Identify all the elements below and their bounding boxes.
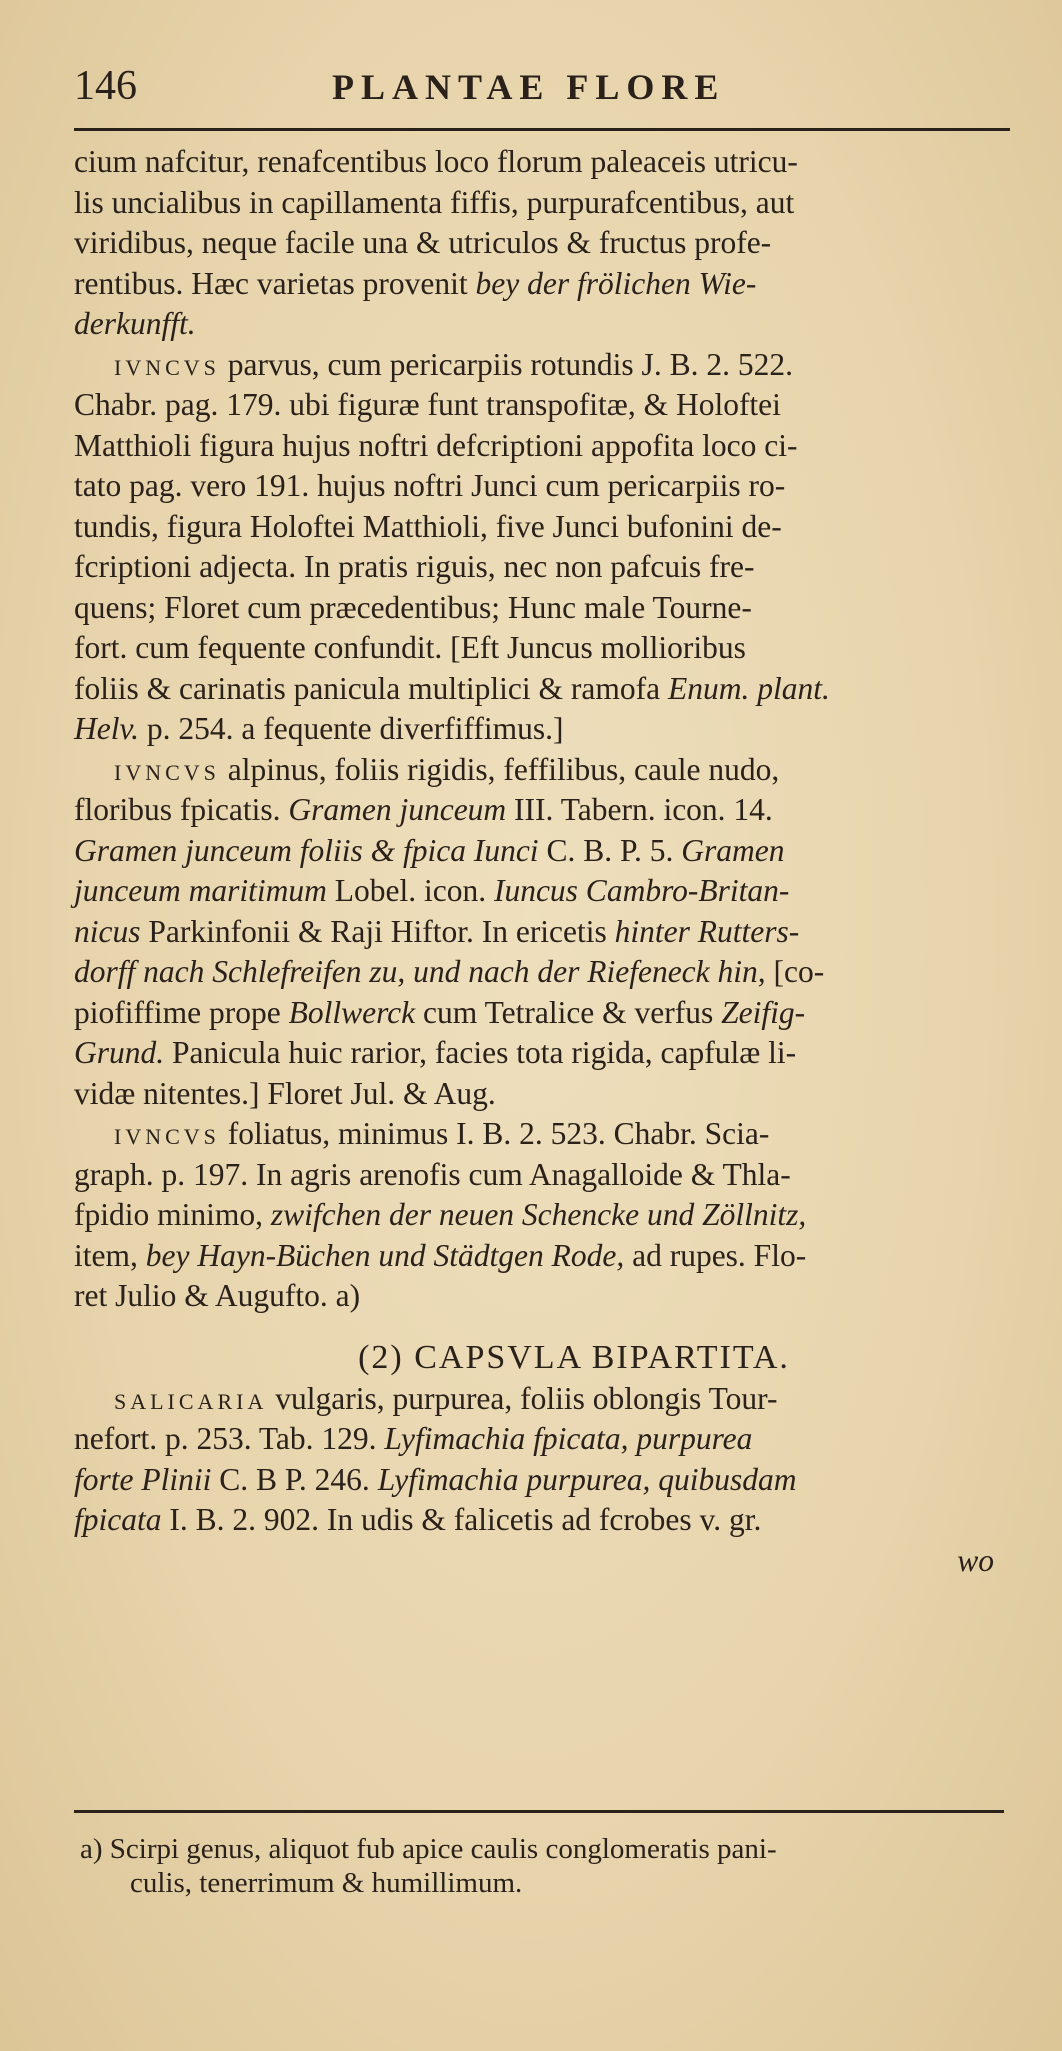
text-line: Helv. p. 254. a fequente diverfiffimus.] [74,711,564,746]
text-line: derkunfft. [74,306,196,341]
text-line: floribus fpicatis. Gramen junceum III. Tabern. icon. 14. [74,792,773,827]
section-heading: (2) CAPSVLA BIPARTITA. [358,1338,790,1376]
text-line: tato pag. vero 191. hujus noftri Junci cum pericarpiis ro- [74,468,786,503]
text-line: fpicata I. B. 2. 902. In udis & falicetis ad fcrobes v. gr. [74,1502,762,1537]
text-line: graph. p. 197. In agris arenofis cum Anagalloide & Thla- [74,1156,791,1192]
text-line: tundis, figura Holoftei Matthioli, five Junci bufonini de- [74,508,782,544]
text-line: item, bey Hayn-Büchen und Städtgen Rode, ad rupes. Flo- [74,1237,807,1273]
footnote-line: a) Scirpi genus, aliquot fub apice caulis conglomeratis pani- [80,1833,777,1865]
text-line: foliis & carinatis panicula multiplici & ramofa Enum. plant. [74,670,830,706]
page-number: 146 [74,63,137,109]
text-line: rentibus. Hæc varietas provenit bey der frölichen Wie- [74,265,757,301]
text-line: Grund. Panicula huic rarior, facies tota rigida, capfulæ li- [74,1035,797,1070]
header-rule [74,128,1010,131]
text-line: lis uncialibus in capillamenta fiffis, purpurafcentibus, aut [74,184,795,220]
text-line: fcriptioni adjecta. In pratis riguis, nec non pafcuis fre- [74,549,755,584]
text-line: junceum maritimum Lobel. icon. Iuncus Cambro-Britan- [74,873,790,908]
catchword: wo [957,1542,994,1578]
main-text [74,142,1034,1581]
entry-iuncus-alpinus: IVNCVS alpinus, foliis rigidis, feffilibus, caule nudo, [114,751,780,787]
footnote-rule [74,1810,1004,1813]
text-line: Matthioli figura hujus noftri defcriptioni appofita loco ci- [74,427,798,463]
text-line: piofiffime prope Bollwerck cum Tetralice & verfus Zeifig- [74,994,806,1030]
text-line: fort. cum fequente confundit. [Eft Juncus mollioribus [74,630,746,665]
entry-iuncus-parvus: IVNCVS parvus, cum pericarpiis rotundis J. B. 2. 522. [114,346,793,382]
text-line: quens; Floret cum præcedentibus; Hunc male Tourne- [74,589,752,625]
entry-salicaria: SALICARIA vulgaris, purpurea, foliis oblongis Tour- [114,1380,778,1416]
running-title: PLANTAE FLORE [332,67,726,107]
entry-iuncus-foliatus: IVNCVS foliatus, minimus I. B. 2. 523. Chabr. Scia- [114,1116,770,1151]
text-line: cium nafcitur, renafcentibus loco florum paleaceis utricu- [74,144,798,179]
text-line: dorff nach Schlefreifen zu, und nach der Riefeneck hin, [co- [74,954,825,989]
text-line: viridibus, neque facile una & utriculos & fructus profe- [74,225,772,260]
text-line: nefort. p. 253. Tab. 129. Lyfimachia fpicata, purpurea [74,1421,753,1456]
text-line: forte Plinii C. B P. 246. Lyfimachia purpurea, quibusdam [74,1461,797,1497]
text-line: ret Julio & Augufto. a) [74,1278,361,1313]
footnote-line: culis, tenerrimum & humillimum. [130,1867,523,1899]
text-line: Chabr. pag. 179. ubi figuræ funt transpofitæ, & Holoftei [74,387,781,422]
text-line: fpidio minimo, zwifchen der neuen Schencke und Zöllnitz, [74,1197,807,1232]
footnote [80,1832,1000,1900]
page-header [74,58,1004,108]
text-line: nicus Parkinfonii & Raji Hiftor. In ericetis hinter Rutters- [74,913,800,949]
text-line: Gramen junceum foliis & fpica Iunci C. B. P. 5. Gramen [74,832,785,868]
text-line: vidæ nitentes.] Floret Jul. & Aug. [74,1075,496,1111]
